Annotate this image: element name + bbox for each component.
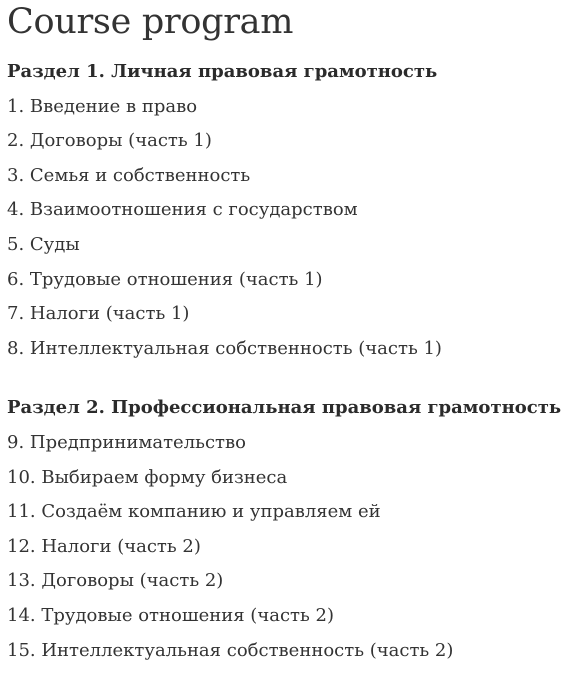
section-heading: Раздел 1. Личная правовая грамотность [7, 61, 438, 82]
page-title: Course program [7, 2, 294, 42]
lesson-item: 15. Интеллектуальная собственность (часть 2) [7, 639, 454, 661]
lesson-item: 2. Договоры (часть 1) [7, 130, 212, 152]
lesson-item: 4. Взаимоотношения с государством [7, 199, 358, 221]
section-personal-legal-literacy [7, 55, 567, 366]
lesson-item: 14. Трудовые отношения (часть 2) [7, 604, 334, 626]
section-professional-legal-literacy [7, 391, 567, 668]
lesson-item: 11. Создаём компанию и управляем ей [7, 501, 381, 523]
lesson-item: 6. Трудовые отношения (часть 1) [7, 268, 323, 290]
lesson-item: 7. Налоги (часть 1) [7, 303, 190, 325]
lesson-list [7, 426, 567, 668]
lesson-item: 13. Договоры (часть 2) [7, 570, 224, 592]
lesson-item: 1. Введение в право [7, 95, 198, 117]
lesson-item: 3. Семья и собственность [7, 164, 251, 186]
lesson-item: 10. Выбираем форму бизнеса [7, 466, 288, 488]
lesson-item: 5. Суды [7, 233, 80, 255]
lesson-item: 12. Налоги (часть 2) [7, 535, 201, 557]
lesson-list [7, 90, 567, 367]
section-heading: Раздел 2. Профессиональная правовая грамотность [7, 397, 562, 419]
lesson-item: 8. Интеллектуальная собственность (часть 1) [7, 337, 442, 359]
lesson-item: 9. Предпринимательство [7, 431, 246, 453]
